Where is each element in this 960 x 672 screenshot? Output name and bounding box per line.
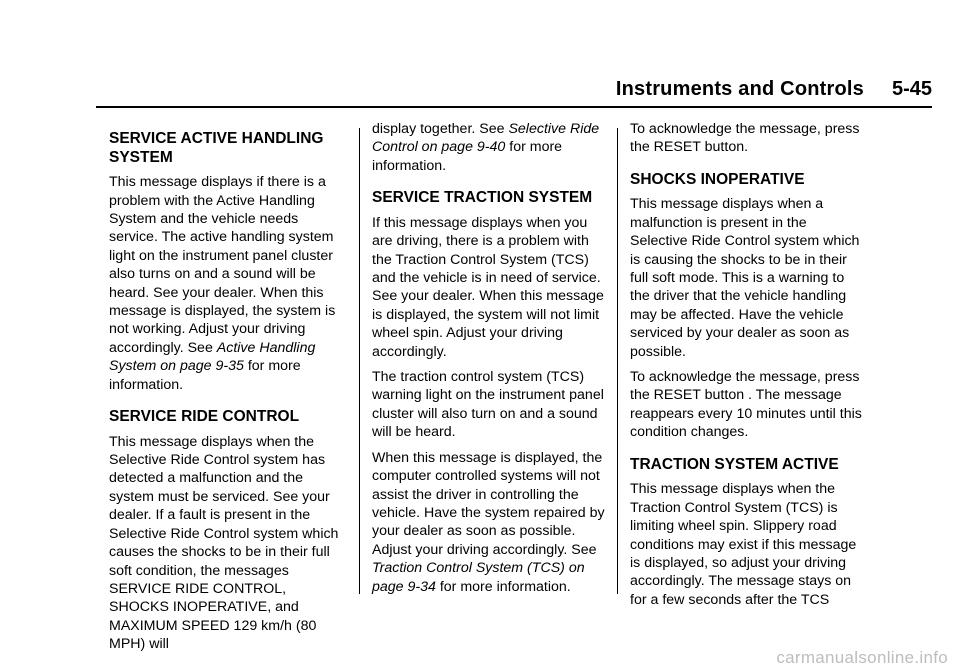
paragraph: This message displays when the Traction Control System (TCS) is limiting wheel spin. Slippery road conditions may exist if this message is displayed, so adjust your driving accordingly. The message stays on for a few seconds after the TCS [630, 481, 857, 608]
paragraph [109, 173, 345, 394]
paragraph: This message displays when a malfunction is present in the Selective Ride Control system which is causing the shocks to be in their full soft mode. This is a warning to the driver that the vehicle handling may be affected. Have the vehicle serviced by your dealer as soon as possible. [630, 196, 860, 360]
watermark: carmanualsonline.info [776, 648, 948, 667]
section-heading: TRACTION SYSTEM ACTIVE [630, 455, 839, 473]
header-rule [96, 106, 932, 108]
text-column-2 [372, 120, 608, 603]
section-title: Instruments and Controls [615, 78, 864, 100]
paragraph [372, 449, 608, 596]
paragraph [372, 120, 608, 175]
column-divider [617, 128, 618, 594]
section-heading: SERVICE RIDE CONTROL [109, 408, 300, 426]
cross-reference-link[interactable]: Selective Ride Control on page 9-40 [372, 121, 600, 156]
paragraph-text: display together. See [372, 121, 509, 137]
paragraph: If this message displays when you are driving, there is a problem with the Traction Control System (TCS) and the vehicle is in need of service. See your dealer. When this message is displayed, the system will not limit wheel spin. Adjust your driving accordingly. [372, 214, 604, 360]
cross-reference-link[interactable]: Traction Control System (TCS) on page 9-34 [372, 560, 585, 595]
cross-reference-link[interactable]: Active Handling System on page 9-35 [109, 339, 316, 375]
paragraph: The traction control system (TCS) warning light on the instrument panel cluster will also turn on and a sound will be heard. [372, 369, 604, 441]
column-divider [359, 128, 360, 594]
paragraph-text: This message displays if there is a problem with the Active Handling System and the vehicle needs service. The active handling system light on the instrument panel cluster also turns on and a sound will be heard. See your dealer. When this message is displayed, the system is not working. Adjust your driving accordingly. See [109, 174, 336, 356]
paragraph-text: for more information. [109, 358, 301, 393]
paragraph: To acknowledge the message, press the RESET button. [630, 121, 860, 156]
section-heading: SERVICE ACTIVE HANDLING SYSTEM [109, 130, 324, 166]
text-column-1 [109, 120, 345, 661]
page-header [0, 0, 960, 110]
paragraph-text: for more information. [372, 139, 563, 174]
section-heading: SERVICE TRACTION SYSTEM [372, 189, 593, 207]
page-number: 5-45 [891, 78, 932, 100]
paragraph: This message displays when the Selective Ride Control system has detected a malfunction and the system must be serviced. See your dealer. If a fault is present in the Selective Ride Control system which causes the shocks to be in their full soft condition, the messages SERVICE RIDE CONTROL, SHOCKS INOPERATIVE, and MAXIMUM SPEED 129 km/h (80 MPH) will [109, 433, 339, 653]
paragraph-text: for more information. [435, 578, 571, 595]
section-heading: SHOCKS INOPERATIVE [630, 170, 805, 188]
paragraph-text: When this message is displayed, the computer controlled systems will not assist the driver in controlling the vehicle. Have the system repaired by your dealer as soon as possible. Adjust your driving accordingly. See [372, 449, 605, 558]
paragraph: To acknowledge the message, press the RESET button . The message reappears every 10 minutes until this condition changes. [630, 369, 862, 441]
text-column-3 [630, 120, 866, 616]
